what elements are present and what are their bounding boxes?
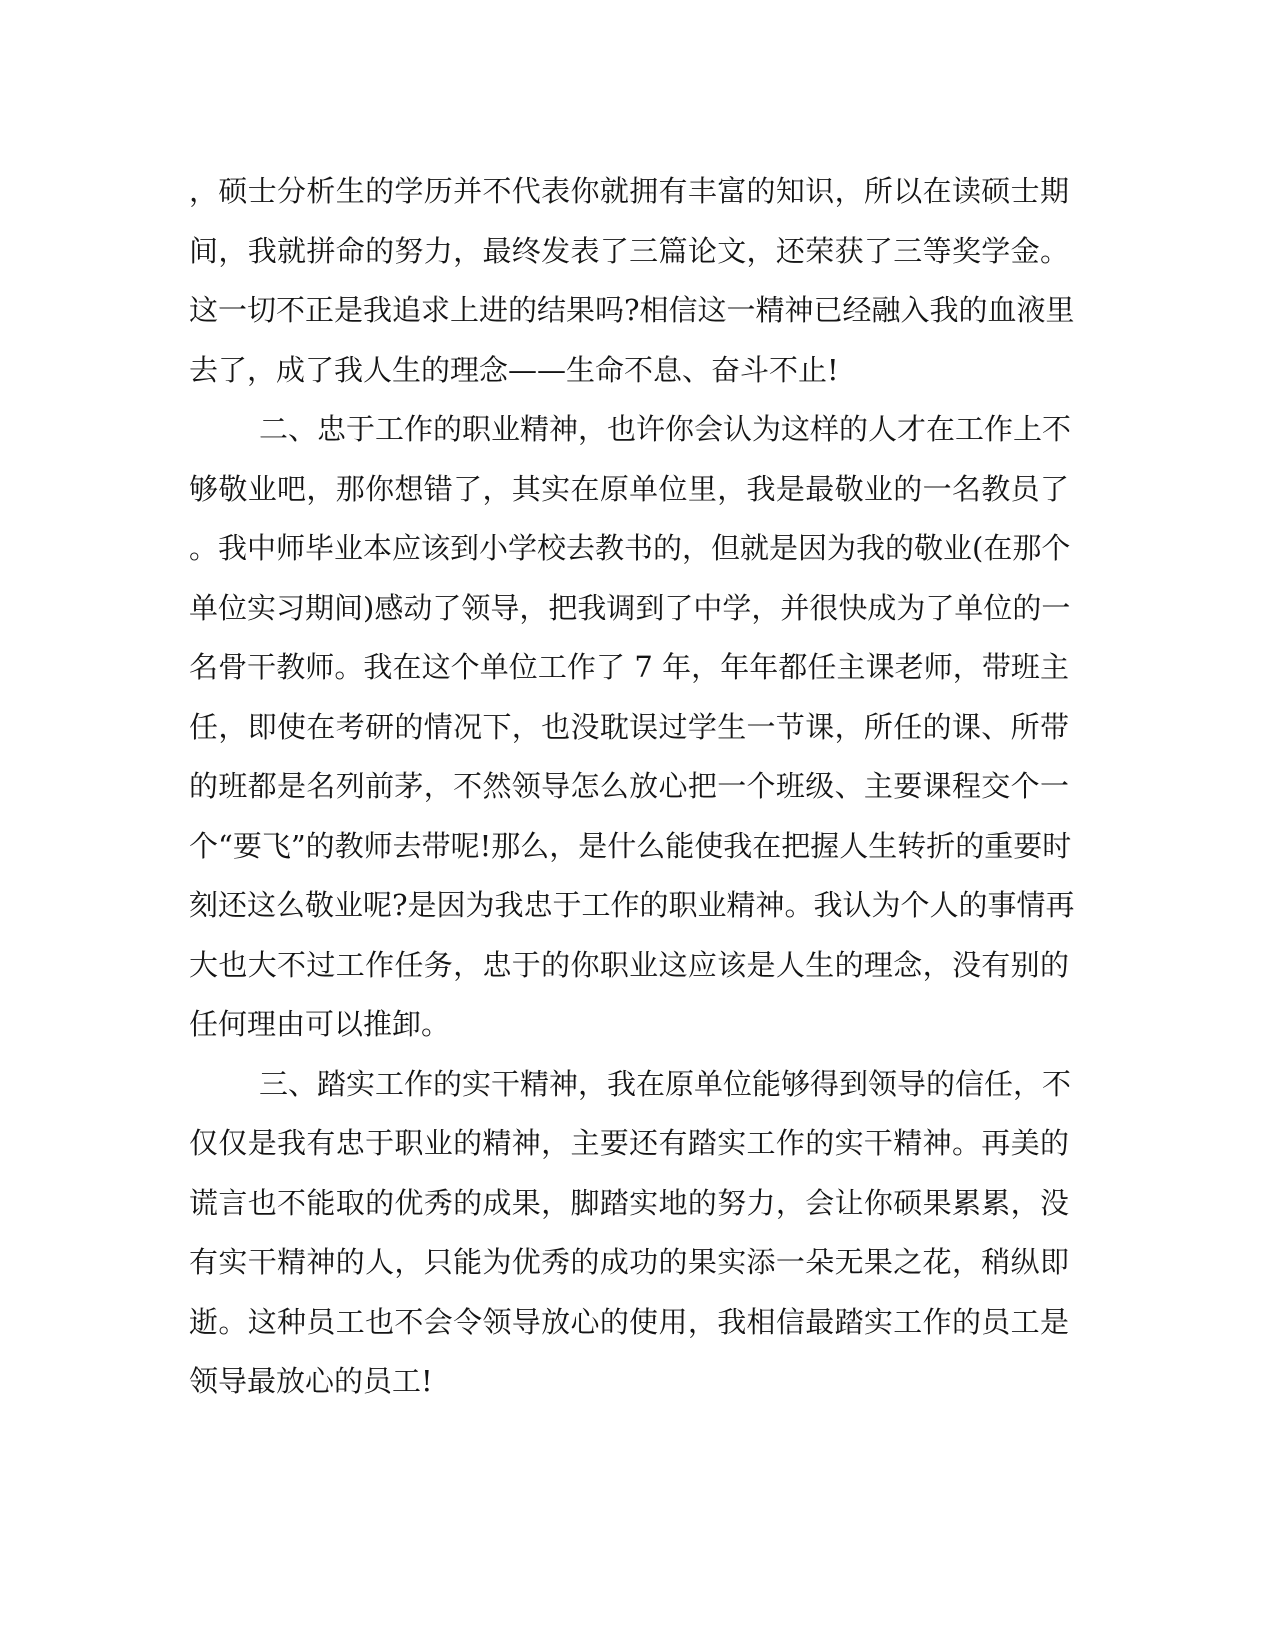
text-line: 任，即使在考研的情况下，也没耽误过学生一节课，所任的课、所带 xyxy=(189,709,1069,744)
text-line: 个“要飞”的教师去带呢!那么，是什么能使我在把握人生转折的重要时 xyxy=(189,828,1072,863)
text-line: 领导最放心的员工! xyxy=(189,1364,433,1398)
text-line: 有实干精神的人，只能为优秀的成功的果实添一朵无果之花，稍纵即 xyxy=(189,1245,1069,1279)
text-line: 间，我就拼命的努力，最终发表了三篇论文，还荣获了三等奖学金。 xyxy=(189,233,1069,268)
text-line: 三、踏实工作的实干精神，我在原单位能够得到领导的信任，不 xyxy=(259,1066,1072,1101)
text-line: 名骨干教师。我在这个单位工作了 7 年，年年都任主课老师，带班主 xyxy=(189,650,1069,684)
text-line: 的班都是名列前茅，不然领导怎么放心把一个班级、主要课程交个一 xyxy=(189,769,1069,803)
text-line: 这一切不正是我追求上进的结果吗?相信这一精神已经融入我的血液里 xyxy=(189,293,1075,327)
text-line: 仅仅是我有忠于职业的精神，主要还有踏实工作的实干精神。再美的 xyxy=(189,1126,1069,1160)
text-line: 去了，成了我人生的理念——生命不息、奋斗不止! xyxy=(189,352,839,387)
text-line: 刻还这么敬业呢?是因为我忠于工作的职业精神。我认为个人的事情再 xyxy=(189,888,1075,922)
text-line: 二、忠于工作的职业精神，也许你会认为这样的人才在工作上不 xyxy=(259,412,1072,446)
text-line: 。我中师毕业本应该到小学校去教书的，但就是因为我的敬业(在那个 xyxy=(189,531,1071,565)
paragraph-3 xyxy=(189,1055,1072,1412)
text-line: 够敬业吧，那你想错了，其实在原单位里，我是最敬业的一名教员了 xyxy=(189,471,1069,506)
document-body xyxy=(189,162,1075,1412)
text-line: 大也大不过工作任务，忠于的你职业这应该是人生的理念，没有别的 xyxy=(189,947,1069,982)
text-line: 单位实习期间)感动了领导，把我调到了中学，并很快成为了单位的一 xyxy=(189,590,1071,625)
text-line: 谎言也不能取的优秀的成果，脚踏实地的努力，会让你硕果累累，没 xyxy=(189,1185,1069,1220)
paragraph-2 xyxy=(189,400,1075,1055)
text-line: 逝。这种员工也不会令领导放心的使用，我相信最踏实工作的员工是 xyxy=(189,1304,1069,1339)
paragraph-1 xyxy=(189,162,1075,400)
text-line: ，硕士分析生的学历并不代表你就拥有丰富的知识，所以在读硕士期 xyxy=(189,174,1069,208)
text-line: 任何理由可以推卸。 xyxy=(189,1007,451,1041)
